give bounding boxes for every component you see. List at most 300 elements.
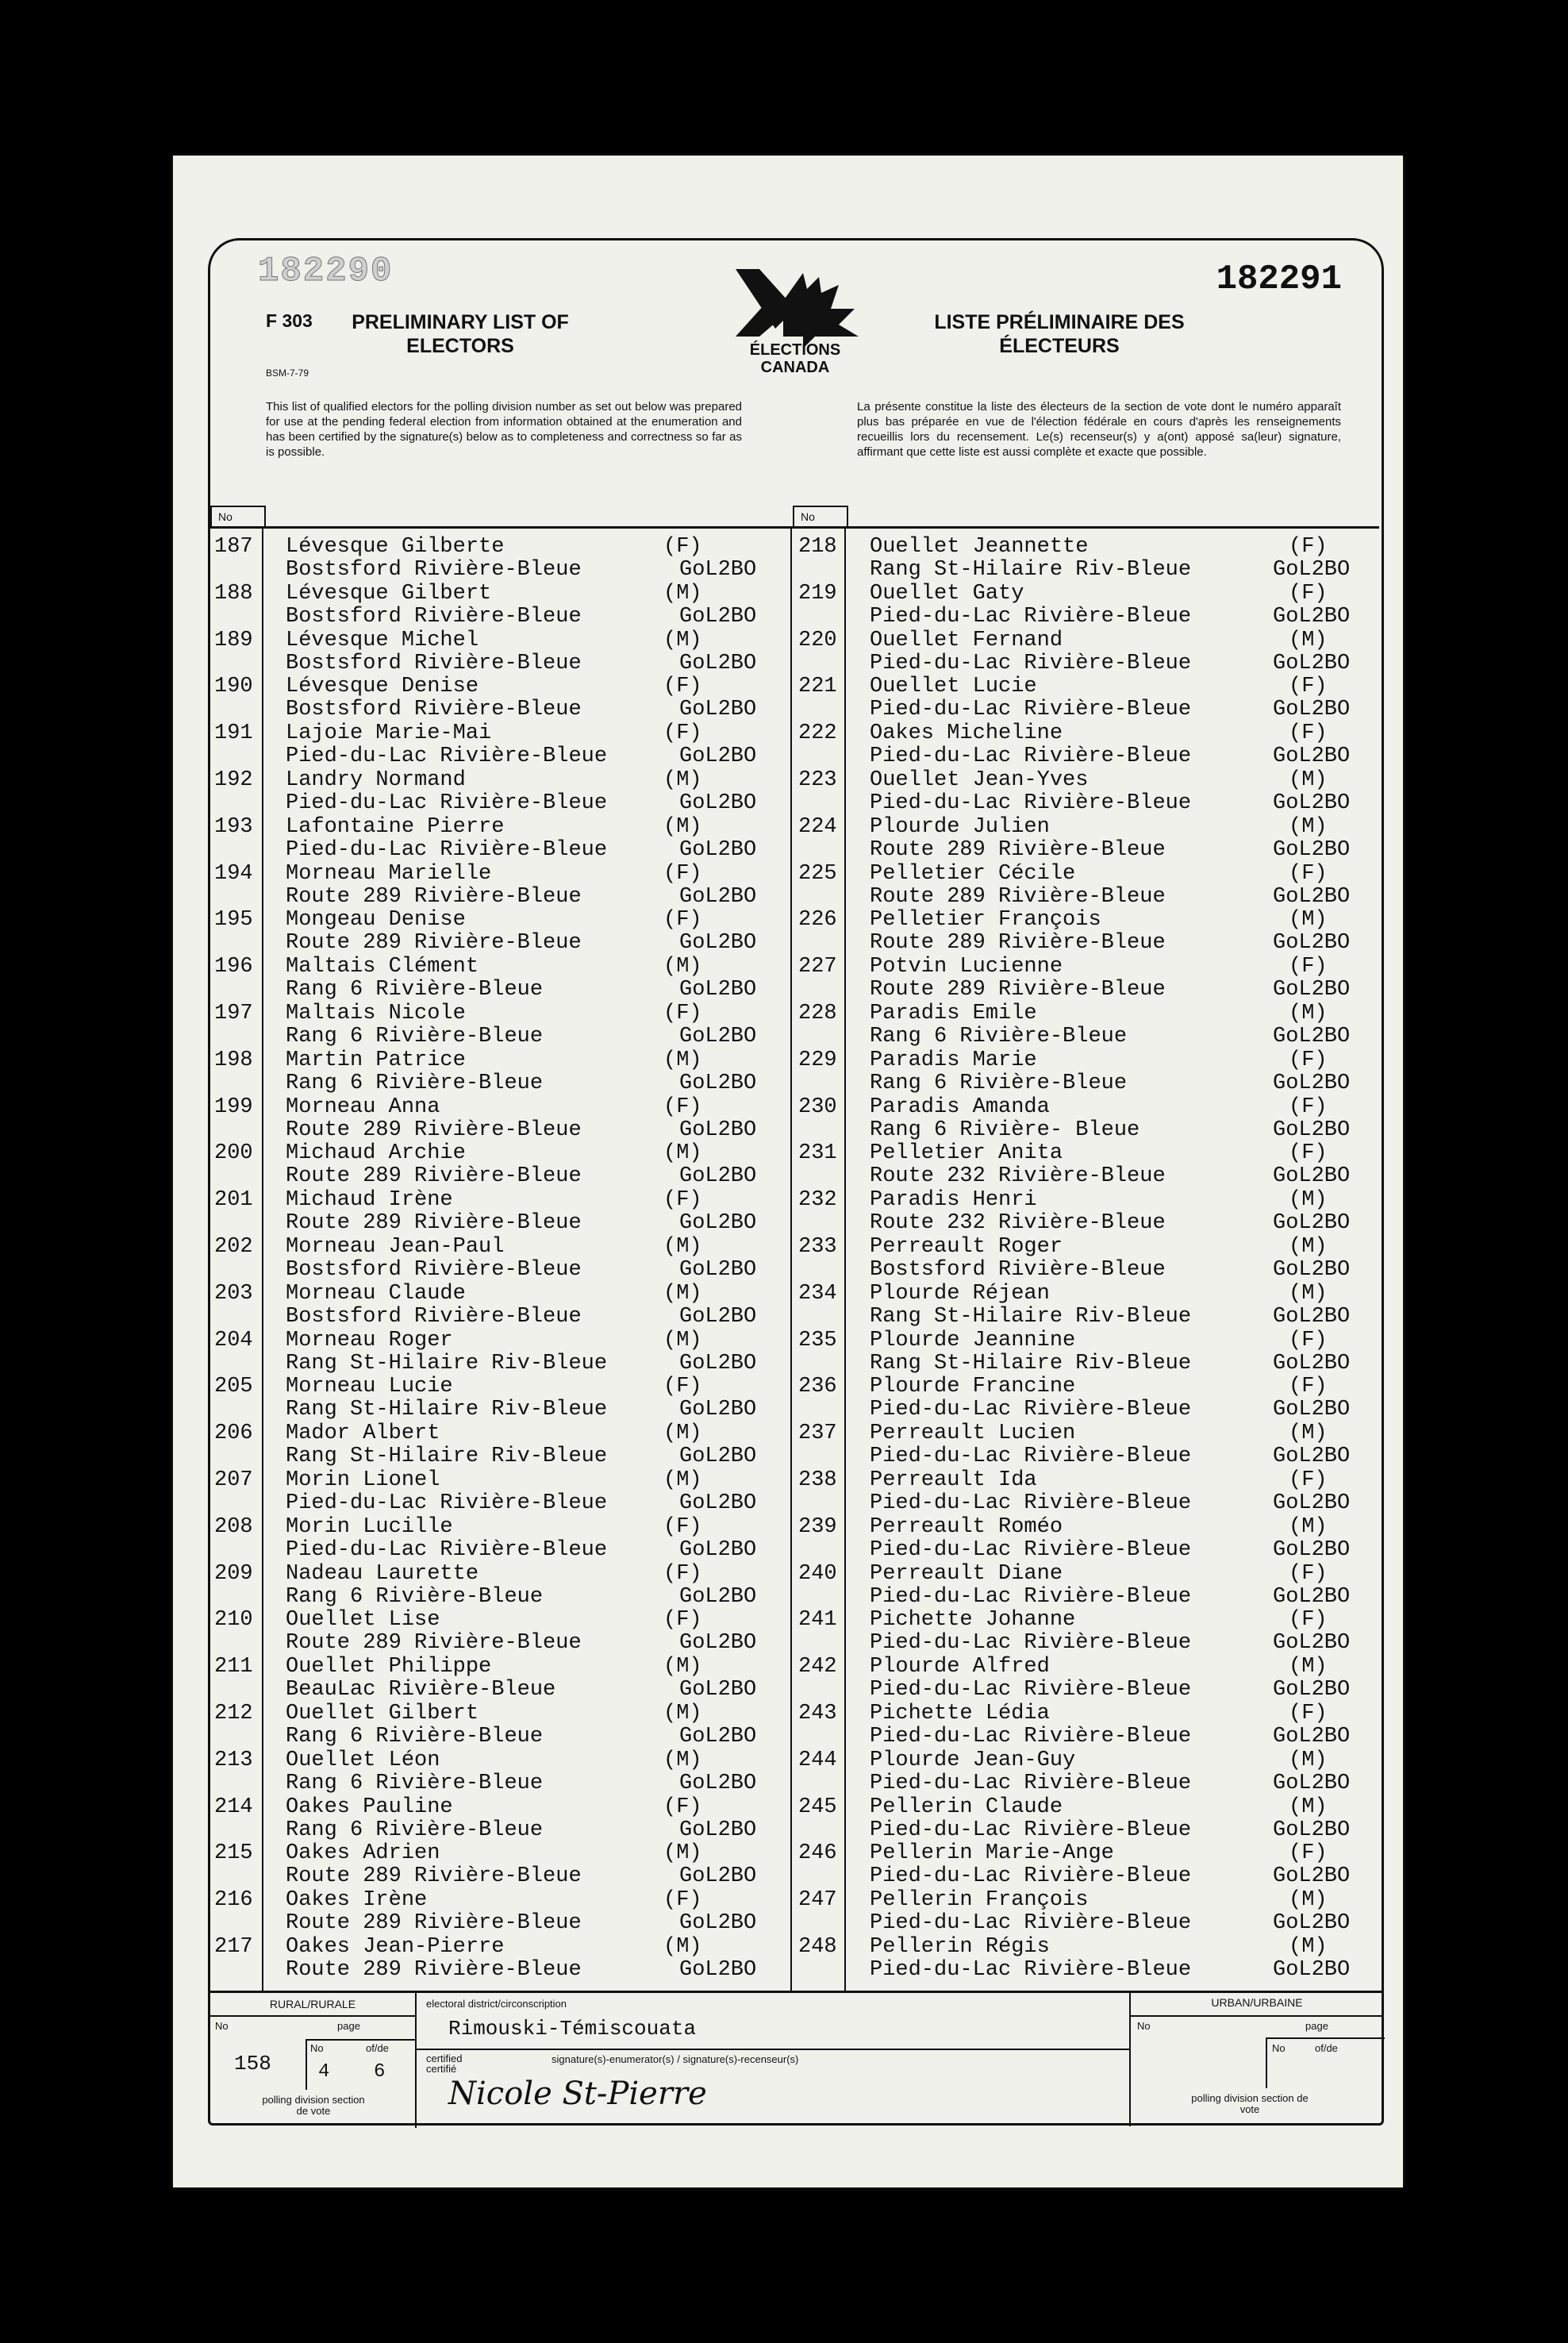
- elector-postal-code: GoL2BO: [679, 1398, 757, 1422]
- elector-name: Oakes Jean-Pierre: [286, 1934, 505, 1959]
- elector-entry: [214, 815, 786, 862]
- elector-address: Pied-du-Lac Rivière-Bleue: [870, 1398, 1192, 1422]
- elector-name: Mongeau Denise: [286, 908, 466, 933]
- elector-address: Route 289 Rivière-Bleue: [286, 1911, 582, 1936]
- elector-postal-code: GoL2BO: [679, 558, 757, 582]
- elector-address: Pied-du-Lac Rivière-Bleue: [870, 1584, 1192, 1609]
- elector-name: Nadeau Laurette: [286, 1561, 479, 1586]
- elector-number: 193: [214, 814, 253, 839]
- elector-number: 196: [214, 955, 253, 979]
- elector-address: Rang St-Hilaire Riv-Bleue: [870, 1351, 1192, 1375]
- elector-sex: (F): [1289, 1095, 1328, 1119]
- elector-name: Lévesque Denise: [286, 675, 479, 699]
- elector-number: 232: [798, 1188, 837, 1213]
- elector-number: 189: [214, 628, 253, 652]
- elector-sex: (M): [663, 1422, 702, 1446]
- elector-number: 216: [214, 1888, 253, 1913]
- elector-address: Pied-du-Lac Rivière-Bleue: [870, 1491, 1192, 1515]
- elector-sex: (F): [663, 908, 702, 933]
- urban-page-box: [1266, 2037, 1385, 2088]
- elector-name: Perreault Diane: [870, 1561, 1063, 1586]
- elector-address: Pied-du-Lac Rivière-Bleue: [870, 1445, 1192, 1469]
- elector-name: Michaud Archie: [286, 1141, 466, 1166]
- elector-entry: [214, 1749, 786, 1795]
- elector-entry: [798, 1329, 1378, 1375]
- elector-postal-code: GoL2BO: [1273, 558, 1351, 582]
- maple-leaf-x-icon: [728, 261, 863, 380]
- elector-address: Route 289 Rivière-Bleue: [870, 978, 1166, 1002]
- elector-number: 236: [798, 1375, 837, 1399]
- elector-postal-code: GoL2BO: [1273, 1771, 1351, 1795]
- elector-address: Bostsford Rivière-Bleue: [286, 1257, 582, 1282]
- elector-address: Route 289 Rivière-Bleue: [870, 837, 1166, 862]
- elector-postal-code: GoL2BO: [679, 1678, 757, 1702]
- urban-box: [1129, 1993, 1383, 2126]
- rural-box: [210, 2015, 417, 2128]
- form-code: F 303: [266, 310, 313, 331]
- elector-name: Lévesque Gilbert: [286, 581, 492, 606]
- elector-entry: [214, 1235, 786, 1282]
- elector-sex: (M): [663, 1048, 702, 1072]
- elector-address: Bostsford Rivière-Bleue: [286, 698, 582, 722]
- elector-sex: (M): [663, 1841, 702, 1866]
- serial-number: 182291: [1216, 260, 1342, 299]
- elector-entry: [214, 1141, 786, 1188]
- elector-name: Morneau Roger: [286, 1328, 453, 1352]
- elector-name: Morin Lucille: [286, 1514, 453, 1539]
- elector-entry: [214, 1422, 786, 1468]
- elector-name: Lajoie Marie-Mai: [286, 721, 492, 746]
- elector-name: Maltais Nicole: [286, 1001, 466, 1025]
- elector-number: 194: [214, 861, 253, 886]
- elector-sex: (F): [663, 1001, 702, 1025]
- elector-address: Route 289 Rivière-Bleue: [286, 1118, 582, 1142]
- elector-name: Pelletier Anita: [870, 1141, 1063, 1166]
- elector-postal-code: GoL2BO: [1273, 1957, 1351, 1982]
- elector-address: Pied-du-Lac Rivière-Bleue: [286, 1491, 608, 1515]
- electors-table: [208, 526, 1379, 1993]
- elector-entry: [798, 1795, 1378, 1842]
- electors-column-left: [214, 535, 786, 1982]
- elector-address: Pied-du-Lac Rivière-Bleue: [870, 1957, 1192, 1982]
- elector-address: Rang 6 Rivière-Bleue: [286, 1771, 544, 1795]
- elector-address: Pied-du-Lac Rivière-Bleue: [870, 1724, 1192, 1749]
- elections-canada-logo: [728, 261, 863, 380]
- elector-number: 223: [798, 768, 837, 792]
- elector-name: Ouellet Lise: [286, 1608, 440, 1633]
- elector-sex: (M): [663, 814, 702, 839]
- elector-entry: [214, 582, 786, 629]
- elector-entry: [798, 1048, 1378, 1095]
- elector-entry: [214, 1608, 786, 1655]
- elector-postal-code: GoL2BO: [679, 604, 757, 629]
- elector-entry: [798, 1188, 1378, 1235]
- elector-postal-code: GoL2BO: [679, 1771, 757, 1795]
- urban-page-of-label: of/de: [1315, 2042, 1338, 2054]
- elector-entry: [798, 815, 1378, 862]
- elector-postal-code: GoL2BO: [1273, 1211, 1351, 1236]
- elector-name: Morin Lionel: [286, 1468, 440, 1492]
- elector-address: Pied-du-Lac Rivière-Bleue: [870, 744, 1192, 769]
- elector-name: Plourde Julien: [870, 814, 1050, 839]
- elector-sex: (M): [663, 1141, 702, 1166]
- elector-number: 211: [214, 1655, 253, 1679]
- elector-name: Ouellet Philippe: [286, 1655, 492, 1679]
- elector-name: Plourde Jean-Guy: [870, 1748, 1076, 1772]
- elector-number: 244: [798, 1748, 837, 1772]
- elector-number: 246: [798, 1841, 837, 1866]
- elector-name: Ouellet Lucie: [870, 675, 1037, 699]
- elector-number: 238: [798, 1468, 837, 1492]
- elector-sex: (F): [663, 675, 702, 699]
- elector-sex: (F): [1289, 1328, 1328, 1352]
- elector-number: 199: [214, 1095, 253, 1119]
- elector-name: Pellerin Marie-Ange: [870, 1841, 1114, 1866]
- elector-address: Pied-du-Lac Rivière-Bleue: [870, 1864, 1192, 1889]
- elector-sex: (F): [663, 1095, 702, 1119]
- elector-address: Pied-du-Lac Rivière-Bleue: [870, 1818, 1192, 1842]
- elector-address: Pied-du-Lac Rivière-Bleue: [286, 791, 608, 815]
- elector-address: Pied-du-Lac Rivière-Bleue: [286, 1537, 608, 1562]
- elector-address: Pied-du-Lac Rivière-Bleue: [870, 698, 1192, 722]
- elector-entry: [798, 721, 1378, 768]
- elector-address: Pied-du-Lac Rivière-Bleue: [286, 837, 608, 862]
- elector-postal-code: GoL2BO: [679, 1584, 757, 1609]
- elector-name: Morneau Jean-Paul: [286, 1234, 505, 1259]
- elector-sex: (M): [1289, 814, 1328, 839]
- elector-entry: [214, 629, 786, 675]
- elector-entry: [214, 768, 786, 815]
- elector-address: Rang 6 Rivière-Bleue: [286, 978, 544, 1002]
- elector-address: Pied-du-Lac Rivière-Bleue: [286, 744, 608, 769]
- elector-address: Rang 6 Rivière-Bleue: [286, 1584, 544, 1609]
- rural-page-total: 6: [374, 2061, 386, 2083]
- elector-number: 205: [214, 1375, 253, 1399]
- elector-sex: (M): [663, 1234, 702, 1259]
- elector-sex: (F): [1289, 675, 1328, 699]
- elector-entry: [214, 955, 786, 1002]
- footer-divider: [415, 2049, 1129, 2052]
- elector-name: Oakes Irène: [286, 1888, 428, 1913]
- elector-number: 192: [214, 768, 253, 792]
- elector-entry: [798, 1562, 1378, 1609]
- elector-entry: [798, 1888, 1378, 1935]
- logo-text-fr: ÉLECTIONS: [749, 341, 841, 359]
- elector-address: Pied-du-Lac Rivière-Bleue: [870, 651, 1192, 675]
- elector-address: Pied-du-Lac Rivière-Bleue: [870, 604, 1192, 629]
- elector-address: Route 289 Rivière-Bleue: [870, 931, 1166, 956]
- rural-page-label: page: [337, 2020, 360, 2032]
- elector-sex: (M): [1289, 1188, 1328, 1213]
- intro-english: This list of qualified electors for the polling division number as set out below was prepared for use at the pending federal election from information obtained at the enumeration and has been certified by the signature(s) below as to completeness and correctness so far as is possible.: [266, 400, 742, 459]
- elector-name: Perreault Ida: [870, 1468, 1037, 1492]
- elector-number: 243: [798, 1701, 837, 1726]
- elector-sex: (F): [663, 1888, 702, 1913]
- elector-postal-code: GoL2BO: [679, 1304, 757, 1329]
- elector-sex: (M): [1289, 1888, 1328, 1913]
- elector-name: Landry Normand: [286, 768, 466, 792]
- elector-postal-code: GoL2BO: [1273, 1398, 1351, 1422]
- elector-number: 214: [214, 1795, 253, 1819]
- elector-name: Paradis Amanda: [870, 1095, 1050, 1119]
- elector-number: 209: [214, 1561, 253, 1586]
- elector-number: 221: [798, 675, 837, 699]
- elector-postal-code: GoL2BO: [1273, 1164, 1351, 1189]
- elector-sex: (M): [663, 1468, 702, 1492]
- elector-number: 203: [214, 1281, 253, 1306]
- elector-sex: (M): [663, 1328, 702, 1352]
- elector-name: Lévesque Gilberte: [286, 535, 505, 559]
- elector-entry: [214, 1655, 786, 1702]
- elector-sex: (M): [663, 581, 702, 606]
- elector-postal-code: GoL2BO: [1273, 1118, 1351, 1142]
- elector-number: 201: [214, 1188, 253, 1213]
- rural-page-number: 4: [318, 2061, 330, 2083]
- elector-sex: (F): [1289, 1841, 1328, 1866]
- elector-entry: [798, 768, 1378, 815]
- elector-entry: [798, 1935, 1378, 1982]
- elector-number: 213: [214, 1748, 253, 1772]
- elector-sex: (F): [1289, 1375, 1328, 1399]
- elector-postal-code: GoL2BO: [1273, 884, 1351, 909]
- elector-sex: (F): [663, 861, 702, 886]
- elector-postal-code: GoL2BO: [679, 1164, 757, 1189]
- elector-entry: [214, 535, 786, 582]
- elector-entry: [798, 1375, 1378, 1422]
- elector-name: Maltais Clément: [286, 955, 479, 979]
- elector-name: Ouellet Léon: [286, 1748, 440, 1772]
- urban-polling-division-label: polling division section de vote: [1191, 2092, 1309, 2115]
- elector-entry: [798, 1749, 1378, 1795]
- elector-postal-code: GoL2BO: [1273, 1724, 1351, 1749]
- elector-name: Oakes Pauline: [286, 1795, 453, 1819]
- elector-postal-code: GoL2BO: [1273, 651, 1351, 675]
- title-french: LISTE PRÉLIMINAIRE DES ÉLECTEURS: [934, 311, 1185, 357]
- electoral-district-label: electoral district/circonscription: [426, 1998, 567, 2010]
- elector-address: Bostsford Rivière-Bleue: [286, 604, 582, 629]
- elector-entry: [798, 1282, 1378, 1329]
- elector-name: Michaud Irène: [286, 1188, 453, 1213]
- elector-entry: [798, 1141, 1378, 1188]
- elector-sex: (M): [1289, 1422, 1328, 1446]
- elector-postal-code: GoL2BO: [679, 884, 757, 909]
- elector-postal-code: GoL2BO: [679, 1957, 757, 1982]
- elector-address: Rang 6 Rivière-Bleue: [286, 1024, 544, 1048]
- elector-sex: (M): [1289, 1934, 1328, 1959]
- elector-postal-code: GoL2BO: [1273, 604, 1351, 629]
- elector-sex: (M): [663, 768, 702, 792]
- elector-sex: (F): [663, 1375, 702, 1399]
- elector-entry: [798, 1422, 1378, 1468]
- elector-name: Perreault Lucien: [870, 1422, 1076, 1446]
- elector-postal-code: GoL2BO: [679, 1818, 757, 1842]
- elector-entry: [214, 1095, 786, 1142]
- elector-number: 248: [798, 1934, 837, 1959]
- elector-name: Morneau Claude: [286, 1281, 466, 1306]
- elector-entry: [214, 1702, 786, 1749]
- elector-entry: [214, 675, 786, 721]
- rural-page-no-label: No: [310, 2042, 324, 2054]
- elector-address: Route 289 Rivière-Bleue: [286, 884, 582, 909]
- elector-number: 188: [214, 581, 253, 606]
- elector-sex: (F): [663, 1561, 702, 1586]
- elector-sex: (M): [1289, 908, 1328, 933]
- elector-sex: (F): [1289, 721, 1328, 746]
- elector-postal-code: GoL2BO: [679, 698, 757, 722]
- elector-sex: (M): [663, 955, 702, 979]
- elector-postal-code: GoL2BO: [1273, 1351, 1351, 1375]
- elector-postal-code: GoL2BO: [1273, 1024, 1351, 1048]
- elector-sex: (M): [1289, 1234, 1328, 1259]
- elector-number: 195: [214, 908, 253, 933]
- elector-address: Bostsford Rivière-Bleue: [870, 1257, 1166, 1282]
- elector-address: Rang 6 Rivière- Bleue: [870, 1118, 1140, 1142]
- elector-address: Rang 6 Rivière-Bleue: [870, 1024, 1128, 1048]
- elector-number: 217: [214, 1934, 253, 1959]
- elector-address: Bostsford Rivière-Bleue: [286, 651, 582, 675]
- elector-number: 234: [798, 1281, 837, 1306]
- elector-name: Lévesque Michel: [286, 628, 479, 652]
- electors-column-right: [798, 535, 1378, 1982]
- elector-name: Ouellet Jean-Yves: [870, 768, 1089, 792]
- elector-number: 225: [798, 861, 837, 886]
- elector-postal-code: GoL2BO: [1273, 1257, 1351, 1282]
- elector-entry: [798, 955, 1378, 1002]
- elector-sex: (M): [1289, 1748, 1328, 1772]
- urban-page-label: page: [1305, 2020, 1328, 2032]
- elector-number: 212: [214, 1701, 253, 1726]
- elector-sex: (F): [1289, 955, 1328, 979]
- elector-entry: [798, 1702, 1378, 1749]
- elector-sex: (M): [1289, 1001, 1328, 1025]
- elector-postal-code: GoL2BO: [1273, 1071, 1351, 1095]
- elector-sex: (F): [1289, 861, 1328, 886]
- elector-address: Route 289 Rivière-Bleue: [286, 1164, 582, 1189]
- elector-postal-code: GoL2BO: [1273, 1911, 1351, 1936]
- elector-entry: [214, 908, 786, 955]
- elector-number: 200: [214, 1141, 253, 1166]
- elector-entry: [798, 1002, 1378, 1048]
- elector-name: Morneau Marielle: [286, 861, 492, 886]
- elector-address: Rang St-Hilaire Riv-Bleue: [870, 558, 1192, 582]
- elector-sex: (M): [663, 1701, 702, 1726]
- elector-number: 228: [798, 1001, 837, 1025]
- elector-address: Rang St-Hilaire Riv-Bleue: [870, 1304, 1192, 1329]
- elector-address: Pied-du-Lac Rivière-Bleue: [870, 1537, 1192, 1562]
- urban-no-label: No: [1137, 2020, 1151, 2032]
- elector-entry: [798, 1655, 1378, 1702]
- divider-center-left: [790, 529, 792, 1993]
- elector-entry: [798, 675, 1378, 721]
- elector-entry: [798, 1841, 1378, 1888]
- elector-sex: (M): [663, 1934, 702, 1959]
- elector-entry: [214, 1048, 786, 1095]
- elector-sex: (F): [1289, 1561, 1328, 1586]
- elector-name: Pichette Johanne: [870, 1608, 1076, 1633]
- elector-name: Paradis Emile: [870, 1001, 1037, 1025]
- elector-number: 204: [214, 1328, 253, 1352]
- elector-name: Morneau Anna: [286, 1095, 440, 1119]
- elector-postal-code: GoL2BO: [1273, 1304, 1351, 1329]
- elector-number: 233: [798, 1234, 837, 1259]
- elector-name: Oakes Micheline: [870, 721, 1063, 746]
- elector-name: Pelletier Cécile: [870, 861, 1076, 886]
- elector-address: Rang 6 Rivière-Bleue: [286, 1071, 544, 1095]
- elector-address: Route 289 Rivière-Bleue: [870, 884, 1166, 909]
- elector-entry: [798, 1095, 1378, 1142]
- elector-name: Ouellet Gilbert: [286, 1701, 479, 1726]
- elector-sex: (F): [1289, 581, 1328, 606]
- elector-number: 224: [798, 814, 837, 839]
- elector-postal-code: GoL2BO: [1273, 791, 1351, 815]
- elector-number: 226: [798, 908, 837, 933]
- elector-number: 227: [798, 955, 837, 979]
- elector-entry: [214, 1562, 786, 1609]
- elector-name: Plourde Réjean: [870, 1281, 1050, 1306]
- elector-sex: (F): [663, 1795, 702, 1819]
- elector-number: 231: [798, 1141, 837, 1166]
- rural-page-of-label: of/de: [366, 2042, 389, 2054]
- elector-number: 197: [214, 1001, 253, 1025]
- elector-sex: (M): [1289, 1281, 1328, 1306]
- elector-name: Martin Patrice: [286, 1048, 466, 1072]
- elector-number: 218: [798, 535, 837, 559]
- elector-number: 210: [214, 1608, 253, 1633]
- elector-sex: (F): [1289, 1608, 1328, 1633]
- elector-postal-code: GoL2BO: [679, 1491, 757, 1515]
- elector-number: 220: [798, 628, 837, 652]
- form-footer: [210, 1991, 1382, 2126]
- elector-number: 190: [214, 675, 253, 699]
- elector-address: Rang 6 Rivière-Bleue: [286, 1724, 544, 1749]
- elector-name: Plourde Alfred: [870, 1655, 1050, 1679]
- elector-sex: (F): [1289, 1048, 1328, 1072]
- elector-address: Pied-du-Lac Rivière-Bleue: [870, 1911, 1192, 1936]
- elector-number: 239: [798, 1514, 837, 1539]
- elector-address: Route 289 Rivière-Bleue: [286, 1957, 582, 1982]
- column-no-label-right: No: [793, 506, 848, 526]
- elector-number: 198: [214, 1048, 253, 1072]
- elector-number: 219: [798, 581, 837, 606]
- elector-postal-code: GoL2BO: [679, 1024, 757, 1048]
- elector-postal-code: GoL2BO: [1273, 1818, 1351, 1842]
- elector-number: 237: [798, 1422, 837, 1446]
- elector-address: Bostsford Rivière-Bleue: [286, 558, 582, 582]
- elector-entry: [214, 1002, 786, 1048]
- electoral-district-value: Rimouski-Témiscouata: [448, 2017, 697, 2041]
- elector-entry: [214, 1375, 786, 1422]
- elector-postal-code: GoL2BO: [679, 1351, 757, 1375]
- elector-postal-code: GoL2BO: [679, 1211, 757, 1236]
- rural-label: RURAL/RURALE: [210, 1993, 417, 2015]
- elector-number: 229: [798, 1048, 837, 1072]
- elector-name: Paradis Marie: [870, 1048, 1037, 1072]
- elector-number: 208: [214, 1514, 253, 1539]
- elector-sex: (M): [663, 1281, 702, 1306]
- form-reference: BSM-7-79: [266, 367, 309, 379]
- elector-address: Route 289 Rivière-Bleue: [286, 1631, 582, 1656]
- elector-name: Pellerin Régis: [870, 1934, 1050, 1959]
- elector-entry: [798, 582, 1378, 629]
- elector-postal-code: GoL2BO: [679, 1071, 757, 1095]
- elector-name: Ouellet Jeannette: [870, 535, 1089, 559]
- elector-name: Perreault Roger: [870, 1234, 1063, 1259]
- elector-address: Rang 6 Rivière-Bleue: [870, 1071, 1128, 1095]
- elector-sex: (F): [663, 1608, 702, 1633]
- elector-sex: (F): [663, 1188, 702, 1213]
- elector-sex: (M): [663, 628, 702, 652]
- elector-address: Route 289 Rivière-Bleue: [286, 931, 582, 956]
